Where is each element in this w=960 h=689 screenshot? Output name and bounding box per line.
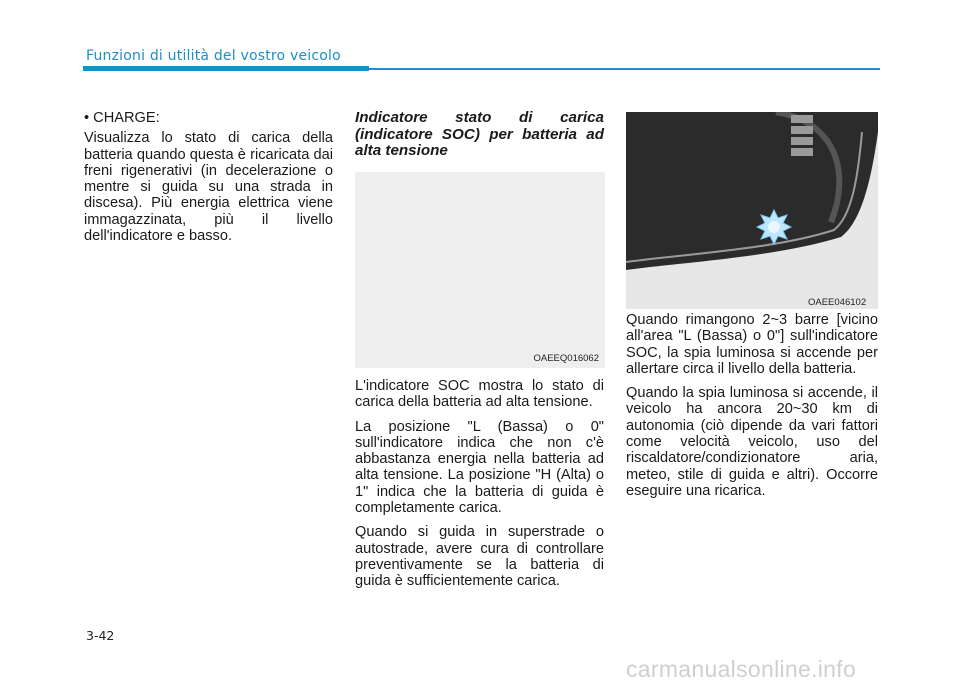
page-number: 3-42 [86,628,115,643]
section-header-title: Funzioni di utilità del vostro veicolo [86,48,341,64]
watermark: carmanualsonline.info [626,656,857,682]
warning-paragraph-2: Quando la spia luminosa si accende, il veicolo ha ancora 20~30 km di autonomia (ciò dipende da vari fattori come velocità veicolo, uso del riscaldatore/condizionatore aria, meteo, stile di guida e altri). Occorre eseguire una ricarica. [626,385,878,499]
soc-paragraph-2: La posizione "L (Bassa) o 0" sull'indicatore indica che non c'è abbastanza energia nella batteria ad alta tensione. La posizione "H (Alta) o 1" indica che la batteria di guida è completamente carica. [355,418,604,517]
figure-code-1: OAEEQ016062 [533,353,599,364]
column-right [626,312,878,507]
soc-heading: Indicatore stato di carica (indicatore SOC) per batteria ad alta tensione [355,109,604,159]
header-rule-thick [83,66,369,71]
figure-code-2: OAEE046102 [808,297,867,308]
charge-description: Visualizza lo stato di carica della batteria quando questa è ricaricata dai freni rigenerativi (in decelerazione o mentre si guida su una strada in discesa). Più energia elettrica viene immagazzinata, più il livello dell'indicatore e basso. [84,130,333,245]
soc-gauge-figure [355,172,605,368]
header-rule-thin [369,68,880,70]
gauge-illustration [626,112,878,309]
warning-paragraph-1: Quando rimangono 2~3 barre [vicino all'area "L (Bassa) o 0"] sull'indicatore SOC, la spia luminosa si accende per allertare circa il livello della batteria. [626,312,878,377]
column-middle [355,110,604,168]
soc-warning-figure [626,112,878,309]
soc-paragraph-3: Quando si guida in superstrade o autostrade, avere cura di controllare preventivamente se la batteria di guida è sufficientemente carica. [355,524,604,590]
charge-bullet: • CHARGE: [84,110,160,126]
soc-paragraph-1: L'indicatore SOC mostra lo stato di carica della batteria ad alta tensione. [355,378,604,411]
column-middle-body [355,378,604,598]
column-left [84,110,333,252]
